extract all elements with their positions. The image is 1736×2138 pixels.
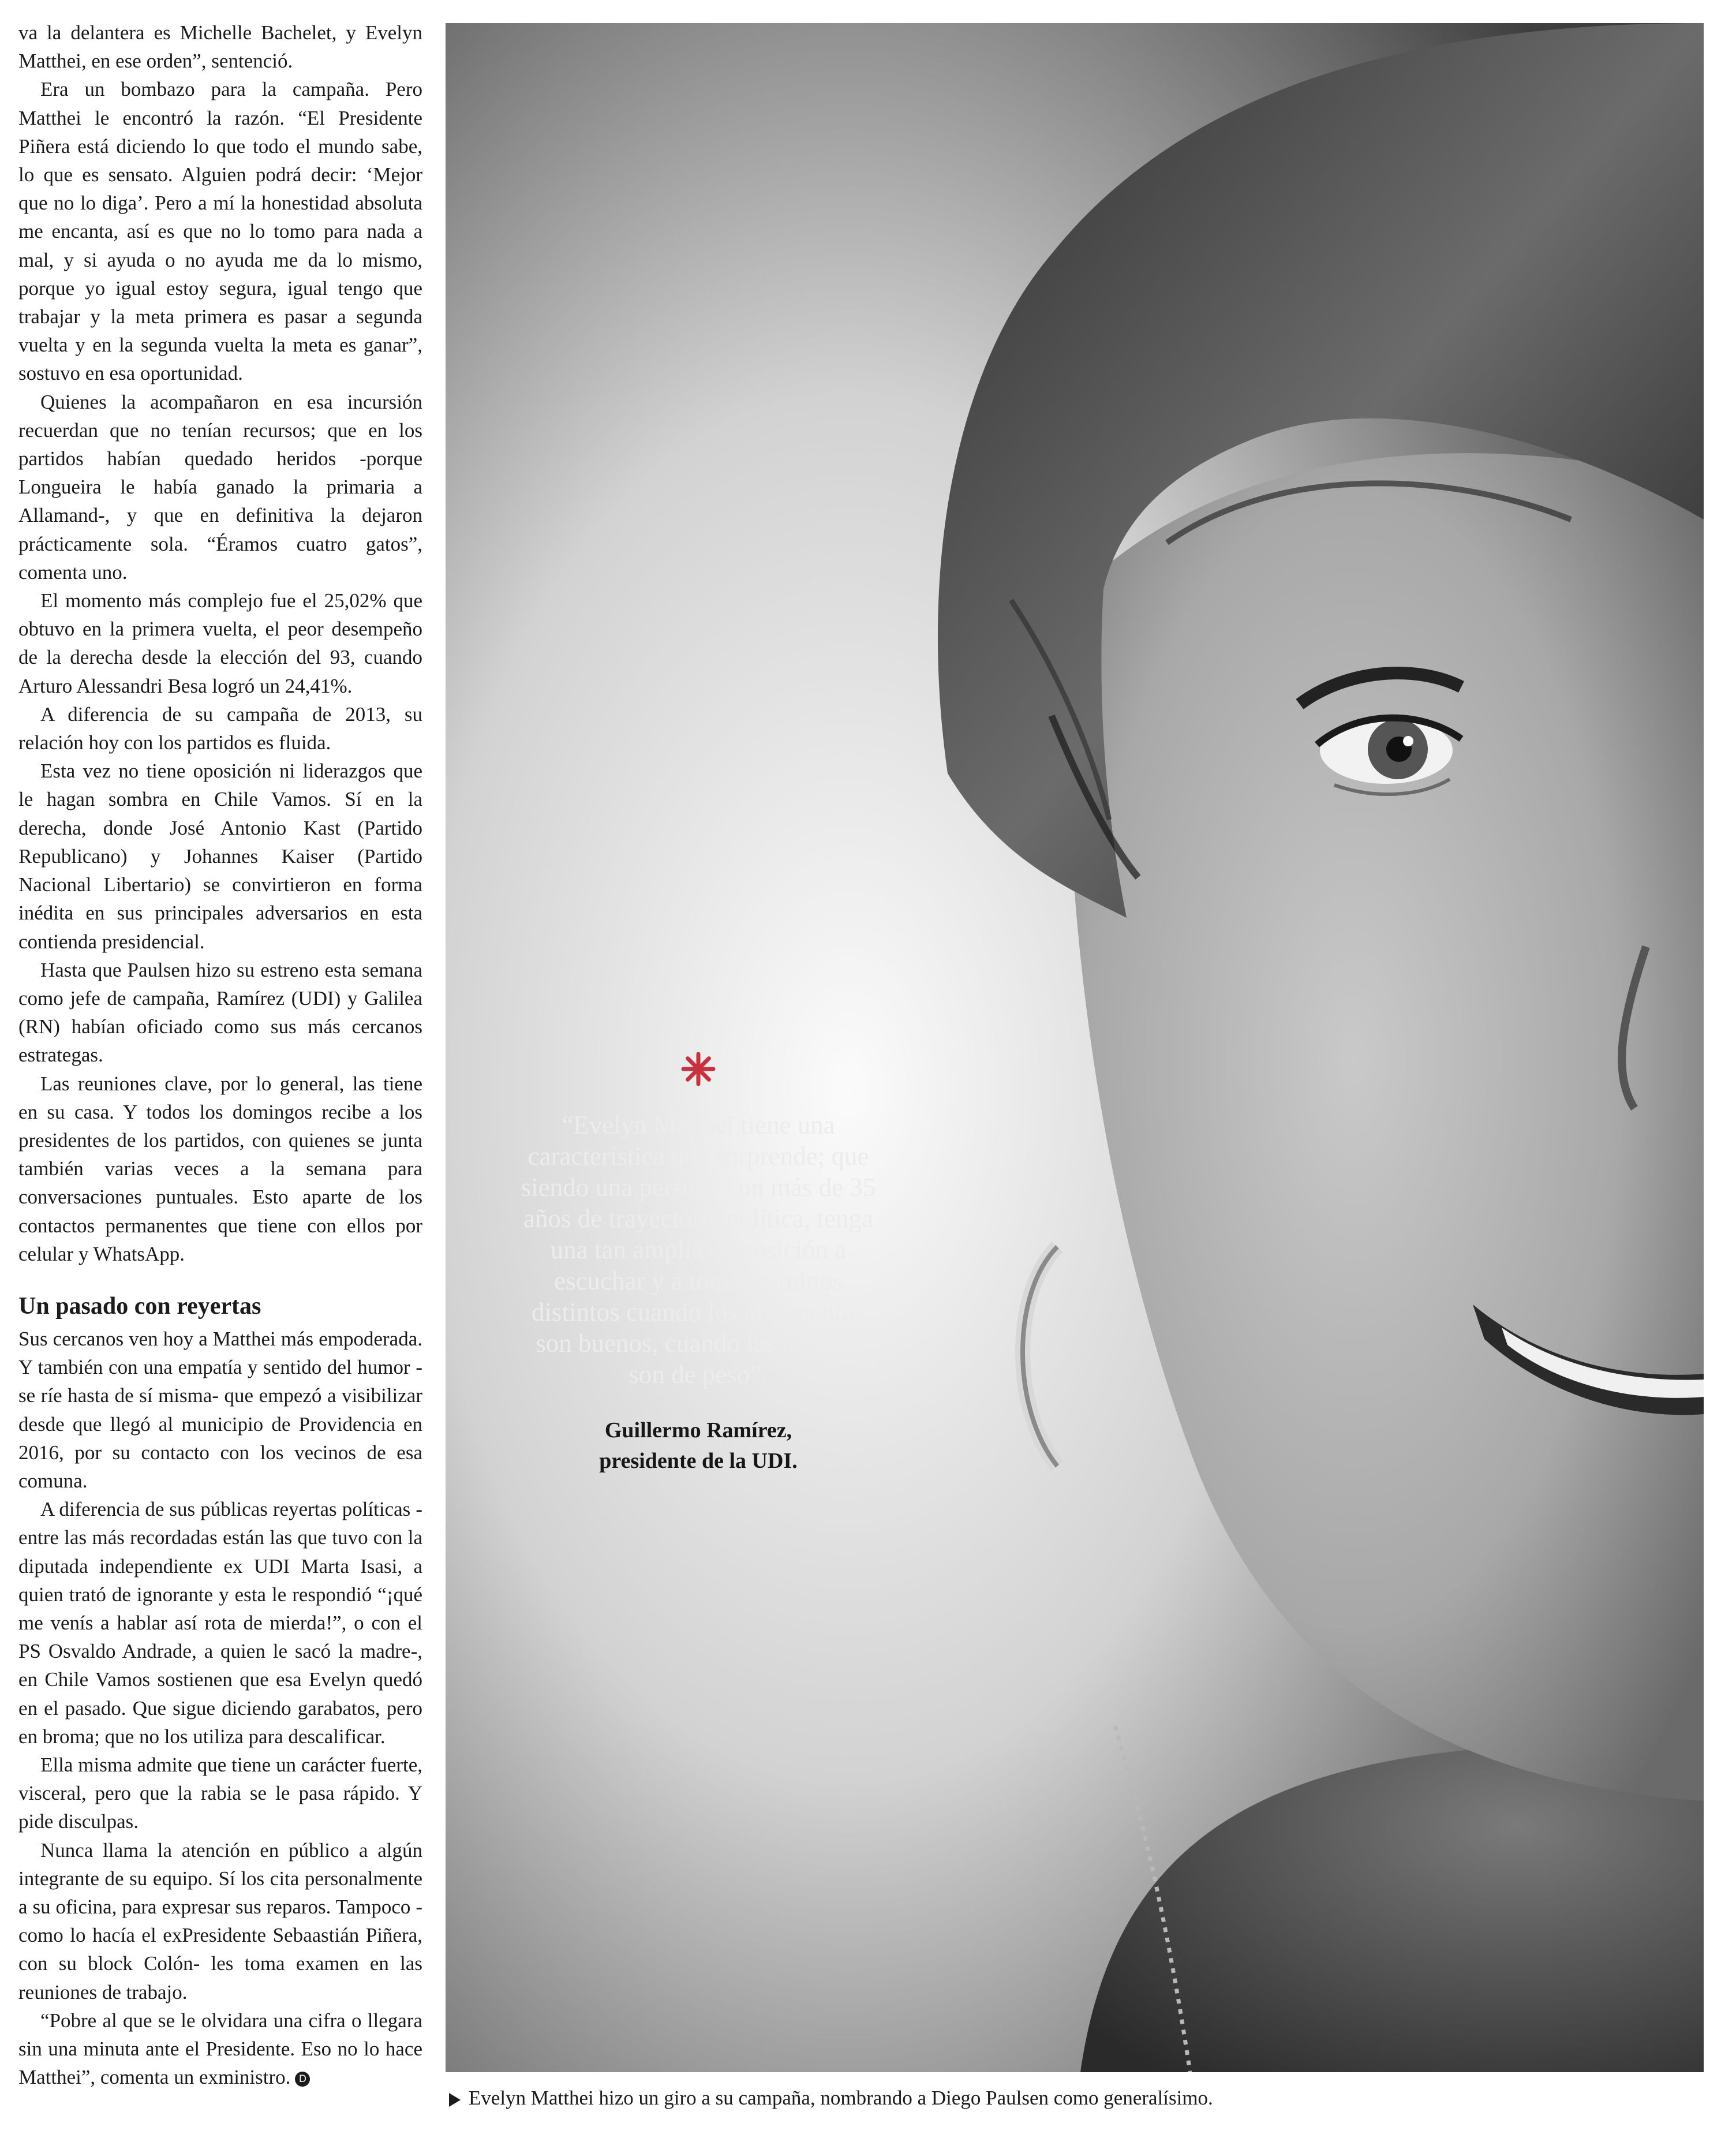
article-subheading: Un pasado con reyertas <box>18 1292 261 1320</box>
paragraphs-before-subheading <box>18 18 422 1268</box>
article-last-paragraph <box>18 2006 422 2092</box>
paragraphs-after-subheading <box>18 1325 422 2006</box>
article-paragraph: A diferencia de sus públicas reyertas políticas -entre las más recordadas están las que tuvo con la diputada independiente ex UDI Marta Isasi, a quien trató de ignorante y esta le respondió “¡qué me venís a hablar así rota de mierda!”, o con el PS Osvaldo Andrade, a quien le sacó la madre-, en Chile Vamos sostienen que esa Evelyn quedó en el pasado. Que sigue diciendo garabatos, pero en broma; que no los utiliza para descalificar. <box>18 1498 422 1748</box>
last-paragraph-text: “Pobre al que se le olvidara una cifra o llegara sin una minuta ante el Presidente. Eso no lo hace Matthei”, comenta un exministro. <box>18 2009 422 2089</box>
article-paragraph: Esta vez no tiene oposición ni liderazgos que le hagan sombra en Chile Vamos. Sí en la derecha, donde José Antonio Kast (Partido Republicano) y Johannes Kaiser (Partido Nacional Libertario) se convirtieron en forma inédita en sus principales adversarios en esta contienda presidencial. <box>18 760 422 953</box>
caption-arrow-icon <box>448 2092 462 2108</box>
photo-caption <box>448 2084 1706 2118</box>
article-paragraph: Las reuniones clave, por lo general, las tiene en su casa. Y todos los domingos recibe a los presidentes de los partidos, con quienes se junta también varias veces a la semana para conversaciones puntuales. Esto aparte de los contactos permanentes que tiene con ellos por celular y WhatsApp. <box>18 1072 422 1265</box>
pull-quote-attribution <box>577 1415 820 1477</box>
pull-quote <box>517 1051 880 1477</box>
pull-quote-text: “Evelyn Matthei tiene una característica que sorprende; que siendo una persona con más de 35 años de trayectoria política, tenga una tan amplia disposición a escuchar y a tomar caminos distintos cuando los argumentos son buenos, cuando las razones son de peso”. <box>521 1111 876 1389</box>
asterisk-icon <box>680 1051 717 1087</box>
article-paragraph: A diferencia de su campaña de 2013, su relación hoy con los partidos es fluida. <box>18 702 422 754</box>
article-paragraph: Nunca llama la atención en público a algún integrante de su equipo. Sí los cita personalmente a su oficina, para expresar sus reparos. Tampoco -como lo hacía el exPresidente Sebaastián Piñera, con su block Colón- les toma examen en las reuniones de trabajo. <box>18 1838 422 2004</box>
article-paragraph: Sus cercanos ven hoy a Matthei más empoderada. Y también con una empatía y sentido del humor -se ríe hasta de sí misma- que empezó a visibilizar desde que llegó al municipio de Providencia en 2016, por su contacto con los vecinos de esa comuna. <box>18 1327 422 1492</box>
article-paragraph: Ella misma admite que tiene un carácter fuerte, visceral, pero que la rabia se le pasa rápido. Y pide disculpas. <box>18 1753 422 1833</box>
pull-quote-author-name: Guillermo Ramírez, <box>604 1418 792 1442</box>
article-paragraph: El momento más complejo fue el 25,02% que obtuvo en la primera vuelta, el peor desempeño de la derecha desde la elección del 93, cuando Arturo Alessandri Besa logró un 24,41%. <box>18 589 422 697</box>
article-paragraph: Quienes la acompañaron en esa incursión recuerdan que no tenían recursos; que en los partidos habían quedado heridos -porque Longueira le había ganado la primaria a Allamand-, y que en definitiva la dejaron prácticamente sola. “Éramos cuatro gatos”, comenta uno. <box>18 390 422 584</box>
end-of-article-icon: D <box>295 2072 310 2087</box>
photo-caption-text: Evelyn Matthei hizo un giro a su campaña, nombrando a Diego Paulsen como generalísimo. <box>469 2087 1213 2109</box>
article-paragraph: va la delantera es Michelle Bachelet, y Evelyn Matthei, en ese orden”, sentenció. <box>18 21 422 73</box>
article-paragraph: Era un bombazo para la campaña. Pero Matthei le encontró la razón. “El Presidente Piñera está diciendo lo que todo el mundo sabe, lo que es sensato. Alguien podrá decir: ‘Mejor que no lo diga’. Pero a mí la honestidad absoluta me encanta, así es que no lo tomo para nada a mal, y si ayuda o no ayuda me da lo mismo, porque yo igual estoy segura, igual tengo que trabajar y la meta primera es pasar a segunda vuelta y en la segunda vuelta la meta es ganar”, sostuvo en esa oportunidad. <box>18 78 422 385</box>
article-paragraph: Hasta que Paulsen hizo su estreno esta semana como jefe de campaña, Ramírez (UDI) y Galilea (RN) habían oficiado como sus más cercanos estrategas. <box>18 958 422 1067</box>
portrait-photo <box>446 23 1704 2072</box>
pull-quote-author-role: presidente de la UDI. <box>599 1449 798 1473</box>
article-text-column <box>18 18 422 2120</box>
